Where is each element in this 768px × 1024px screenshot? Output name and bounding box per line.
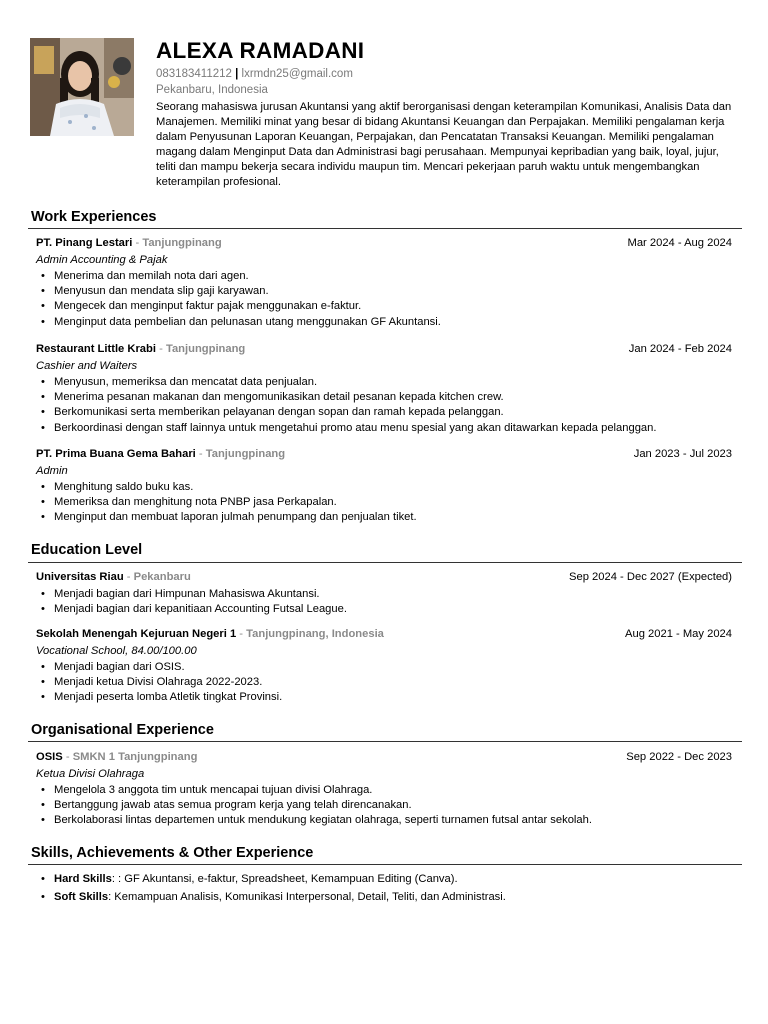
contact-separator: | <box>235 68 239 80</box>
entry-bullets <box>36 660 732 706</box>
skill-item-hard <box>36 870 732 888</box>
section-title-work: Work Experiences <box>31 209 157 225</box>
skill-item-soft <box>36 888 732 906</box>
section-title-skills: Skills, Achievements & Other Experience <box>31 845 314 861</box>
list-item: • Menjadi bagian dari Himpunan Mahasiswa Akuntansi. <box>36 587 732 602</box>
entry-header <box>36 341 732 358</box>
section-divider <box>28 864 742 865</box>
skill-label: Hard Skills <box>54 873 112 885</box>
skill-text: : : GF Akuntansi, e-faktur, Spreadsheet, Kemampuan Editing (Canva). <box>111 873 458 885</box>
list-item: • Memeriksa dan menghitung nota PNBP jasa Perkapalan. <box>36 495 732 510</box>
list-item: • Menjadi ketua Divisi Olahraga 2022-2023. <box>36 675 732 690</box>
entry-dash: - <box>236 628 247 640</box>
entry-location: SMKN 1 Tanjungpinang <box>72 751 198 763</box>
entry-organization: Sekolah Menengah Kejuruan Negeri 1 <box>36 628 237 640</box>
entry-date: Sep 2024 - Dec 2027 (Expected) <box>569 571 732 583</box>
entry-role: Ketua Divisi Olahraga <box>36 768 145 780</box>
entry-dash: - <box>132 237 143 249</box>
entry-bullets <box>36 269 732 330</box>
full-name: ALEXA RAMADANI <box>156 38 365 63</box>
header-text <box>156 38 740 190</box>
entry-header <box>36 235 732 252</box>
list-item: • Menyusun dan mendata slip gaji karyawan. <box>36 284 732 299</box>
entry-organization: PT. Pinang Lestari <box>36 237 133 249</box>
entry-bullets <box>36 480 732 526</box>
list-item: • Menjadi bagian dari kepanitiaan Accounting Futsal League. <box>36 602 732 617</box>
entry-organization: OSIS <box>36 751 63 763</box>
entry-location: Tanjungpinang <box>165 343 246 355</box>
education-entry <box>36 626 732 706</box>
entry-role: Cashier and Waiters <box>36 360 138 372</box>
work-entry <box>36 235 732 330</box>
entry-role: Admin <box>36 465 68 477</box>
list-item: • Bertanggung jawab atas semua program kerja yang telah direncanakan. <box>36 798 732 813</box>
entry-date: Aug 2021 - May 2024 <box>625 628 732 640</box>
entry-location: Tanjungpinang <box>205 448 286 460</box>
entry-date: Mar 2024 - Aug 2024 <box>627 237 732 249</box>
skill-text: : Kemampuan Analisis, Komunikasi Interpersonal, Detail, Teliti, dan Administrasi. <box>108 891 506 903</box>
profile-summary: Seorang mahasiswa jurusan Akuntansi yang aktif berorganisasi dengan keterampilan Komunikasi, Analisis Data dan Manajemen. Memiliki minat yang besar di bidang Akuntansi Keuangan dan Perpajakan. Memiliki pengalaman kerja dalam Penyusunan Laporan Keuangan, Perpajakan, dan Pencatatan Transaksi Keuangan. Memiliki pengalaman magang dalam Menginput Data dan Administrasi bagi perusahaan. Mempunyai kepribadian yang baik, loyal, jujur, teliti dan mampu bekerja secara individu maupun tim. Mencari pekerjaan paruh waktu untuk mengembangkan keterampilan profesional. <box>156 101 732 188</box>
email-address[interactable]: lxrmdn25@gmail.com <box>241 68 353 80</box>
contact-line <box>156 67 740 82</box>
entry-dash: - <box>62 751 73 763</box>
list-item: • Menerima dan memilah nota dari agen. <box>36 269 732 284</box>
entry-role: Vocational School, 84.00/100.00 <box>36 645 197 657</box>
section-divider <box>28 741 742 742</box>
list-item: • Menyusun, memeriksa dan mencatat data penjualan. <box>36 375 732 390</box>
section-divider <box>28 228 742 229</box>
list-item: • Menjadi bagian dari OSIS. <box>36 660 732 675</box>
skills-list <box>36 870 732 906</box>
section-title-education: Education Level <box>31 542 143 558</box>
list-item: • Berkomunikasi serta memberikan pelayanan dengan sopan dan ramah kepada pelanggan. <box>36 405 732 420</box>
organisation-entry <box>36 749 732 829</box>
entry-date: Jan 2024 - Feb 2024 <box>628 343 732 355</box>
list-item: • Mengelola 3 anggota tim untuk mencapai tujuan divisi Olahraga. <box>36 783 732 798</box>
entry-organization: Universitas Riau <box>36 571 124 583</box>
skills-list-wrapper <box>36 869 732 906</box>
entry-role: Admin Accounting & Pajak <box>36 254 168 266</box>
entry-location: Tanjungpinang, Indonesia <box>246 628 384 640</box>
entry-dash: - <box>195 448 206 460</box>
phone-number: 083183411212 <box>156 68 232 80</box>
list-item: • Menginput dan membuat laporan julmah penumpang dan penjualan tiket. <box>36 510 732 525</box>
entry-dash: - <box>123 571 134 583</box>
entry-bullets <box>36 783 732 829</box>
skill-label: Soft Skills <box>54 891 109 903</box>
entry-location: Pekanbaru <box>133 571 191 583</box>
entry-dash: - <box>155 343 166 355</box>
section-title-organisation: Organisational Experience <box>31 722 214 738</box>
entry-header <box>36 446 732 463</box>
list-item: • Menginput data pembelian dan pelunasan utang menggunakan GF Akuntansi. <box>36 315 732 330</box>
entry-header <box>36 749 732 766</box>
entry-bullets <box>36 375 732 436</box>
list-item: • Mengecek dan menginput faktur pajak menggunakan e-faktur. <box>36 299 732 314</box>
list-item: • Menerima pesanan makanan dan mengomunikasikan detail pesanan kepada kitchen crew. <box>36 390 732 405</box>
entry-location: Tanjungpinang <box>142 237 222 249</box>
entry-organization: Restaurant Little Krabi <box>36 343 156 355</box>
entry-organization: PT. Prima Buana Gema Bahari <box>36 448 196 460</box>
education-entry <box>36 569 732 617</box>
entry-header <box>36 569 732 586</box>
list-item: • Menjadi peserta lomba Atletik tingkat Provinsi. <box>36 690 732 705</box>
entry-bullets <box>36 587 732 617</box>
profile-photo <box>30 38 134 136</box>
list-item: • Berkolaborasi lintas departemen untuk mendukung kegiatan olahraga, seperti turnamen futsal antar sekolah. <box>36 813 732 828</box>
work-entry <box>36 446 732 526</box>
entry-header <box>36 626 732 643</box>
home-location: Pekanbaru, Indonesia <box>156 84 268 96</box>
list-item: • Berkoordinasi dengan staff lainnya untuk mengetahui promo atau menu spesial yang akan ditawarkan kepada pelanggan. <box>36 421 732 436</box>
entry-date: Sep 2022 - Dec 2023 <box>626 751 732 763</box>
entry-date: Jan 2023 - Jul 2023 <box>633 448 732 460</box>
list-item: • Menghitung saldo buku kas. <box>36 480 732 495</box>
work-entry <box>36 341 732 436</box>
section-divider <box>28 562 742 563</box>
resume-header <box>30 38 740 198</box>
